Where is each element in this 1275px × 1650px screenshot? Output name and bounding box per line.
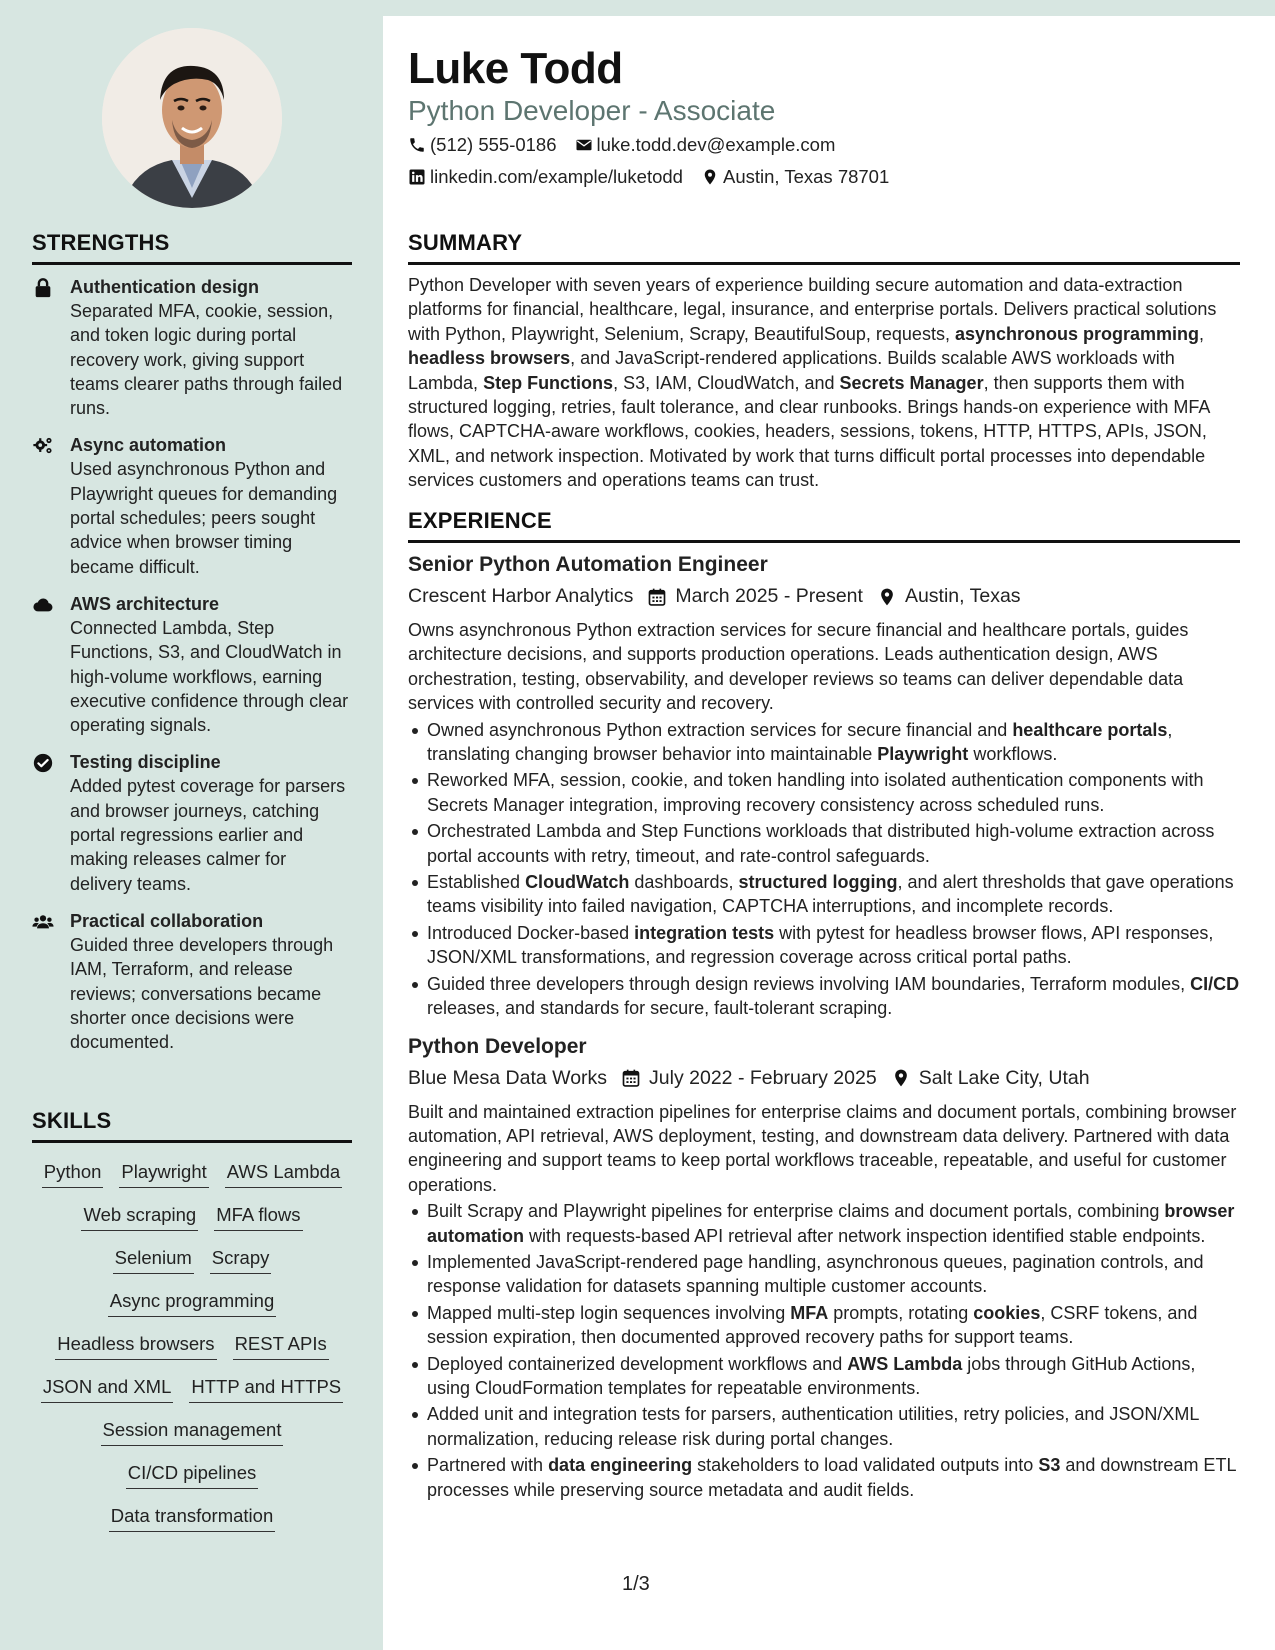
strength-title: Async automation <box>70 435 227 456</box>
linkedin-item[interactable] <box>408 166 683 188</box>
profile-photo <box>102 28 282 208</box>
portrait-image <box>102 28 282 208</box>
skills-row <box>32 1411 352 1454</box>
summary-text: Python Developer with seven years of experience building secure automation and data-extraction platforms for financial, healthcare, legal, insurance, and enterprise portals. Delivers practical solutions with Python, Playwright, Selenium, Scrapy, BeautifulSoup, requests, asynchronous programming, headless browsers, and JavaScript-rendered applications. Builds scalable AWS workloads with Lambda, Step Functions, S3, IAM, CloudWatch, and Secrets Manager, then supports them with structured logging, retries, fault tolerance, and clear runbooks. Brings hands-on experience with MFA flows, CAPTCHA-aware workflows, cookies, headers, sessions, tokens, HTTP, HTTPS, APIs, JSON, XML, and network inspection. Motivated by work that turns difficult portal processes into dependable services customers and operations teams can trust. <box>408 275 1217 491</box>
job-entry <box>408 553 1240 1021</box>
job-title: Senior Python Automation Engineer <box>408 553 768 576</box>
skill-tag: AWS Lambda <box>225 1160 342 1188</box>
skill-tag: Python <box>42 1160 104 1188</box>
bullet-item: Reworked MFA, session, cookie, and token handling into isolated authentication components with Secrets Manager integration, improving recovery consistency across scheduled runs. <box>408 768 1240 817</box>
job-description: Owns asynchronous Python extraction services for secure financial and healthcare portals, guides architecture decisions, and supports production operations. Leads authentication design, AWS orchestration, testing, observability, and developer reviews so teams can deliver dependable data services with controlled security and recovery. <box>408 620 1189 714</box>
calendar-icon <box>647 587 675 607</box>
strength-item <box>32 592 352 737</box>
experience-section <box>408 508 1240 1504</box>
phone-icon <box>408 136 426 154</box>
strengths-list <box>32 275 352 1054</box>
strength-title: AWS architecture <box>70 593 220 614</box>
bullet-item: Deployed containerized development workflows and AWS Lambda jobs through GitHub Actions, using CloudFormation templates for repeatable environments. <box>408 1352 1240 1401</box>
job-company: Crescent Harbor Analytics <box>408 585 634 607</box>
skill-tag: Data transformation <box>109 1504 275 1532</box>
skills-heading: SKILLS <box>32 1108 352 1143</box>
skills-row <box>32 1196 352 1239</box>
experience-heading: EXPERIENCE <box>408 508 1240 543</box>
lock-icon <box>32 275 70 420</box>
sidebar <box>0 0 383 1650</box>
bullet-item: Guided three developers through design reviews involving IAM boundaries, Terraform modules, CI/CD releases, and standards for secure, fault-tolerant scraping. <box>408 972 1240 1021</box>
job-description: Built and maintained extraction pipelines for enterprise claims and document portals, combining browser automation, API retrieval, AWS deployment, testing, and downstream data delivery. Partnered with data engineering and support teams to keep portal workflows traceable, repeatable, and useful for customer operations. <box>408 1101 1237 1195</box>
mail-icon <box>575 136 593 154</box>
strength-text: Connected Lambda, Step Functions, S3, and CloudWatch in high-volume workflows, earning executive confidence through clear operating signals. <box>70 617 349 736</box>
gears-icon <box>32 433 70 578</box>
skill-tag: REST APIs <box>233 1332 329 1360</box>
summary-heading: SUMMARY <box>408 230 1240 265</box>
skill-tag: Headless browsers <box>55 1332 216 1360</box>
users-icon <box>32 909 70 1054</box>
map-pin-icon <box>877 587 905 607</box>
strength-title: Authentication design <box>70 277 259 297</box>
strength-body <box>70 433 352 578</box>
skill-tag: Selenium <box>113 1246 194 1274</box>
skills-row <box>32 1497 352 1540</box>
skills-list <box>32 1153 352 1540</box>
strength-item <box>32 433 352 578</box>
strength-body <box>70 750 352 895</box>
cloud-icon <box>32 592 70 737</box>
skills-row <box>32 1153 352 1196</box>
skills-row <box>32 1454 352 1497</box>
contact-row-2 <box>408 166 907 188</box>
strength-item <box>32 750 352 895</box>
map-pin-icon <box>701 168 719 186</box>
page-number: 1/3 <box>622 1573 650 1595</box>
skill-tag: JSON and XML <box>41 1375 174 1403</box>
skill-tag: Async programming <box>108 1289 277 1317</box>
job-location <box>877 585 1021 608</box>
strength-title: Practical collaboration <box>70 910 264 931</box>
bullet-item: Introduced Docker-based integration tests with pytest for headless browser flows, API responses, JSON/XML transformations, and regression coverage across critical portal paths. <box>408 921 1240 970</box>
jobs-list <box>408 553 1240 1502</box>
job-bullets <box>408 718 1240 1021</box>
bullet-item: Established CloudWatch dashboards, structured logging, and alert thresholds that gave operations teams visibility into failed navigation, CAPTCHA interruptions, and incomplete records. <box>408 870 1240 919</box>
strengths-heading: STRENGTHS <box>32 230 352 265</box>
job-dates-text: July 2022 - February 2025 <box>649 1066 877 1089</box>
map-pin-icon <box>891 1068 919 1088</box>
bullet-item: Added unit and integration tests for parsers, authentication utilities, retry policies, and JSON/XML normalization, reducing release risk during portal changes. <box>408 1402 1240 1451</box>
strength-item <box>32 909 352 1054</box>
job-location-text: Austin, Texas <box>904 585 1021 607</box>
location-text: Austin, Texas 78701 <box>722 166 890 187</box>
job-location-text: Salt Lake City, Utah <box>918 1066 1090 1089</box>
bullet-item: Orchestrated Lambda and Step Functions workloads that distributed high-volume extraction across portal accounts with retry, timeout, and rate-control safeguards. <box>408 819 1240 868</box>
bullet-item: Partnered with data engineering stakeholders to load validated outputs into S3 and downstream ETL processes while preserving source metadata and audit fields. <box>408 1453 1240 1502</box>
strength-text: Separated MFA, cookie, session, and token logic during portal recovery work, giving support teams clearer paths through failed runs. <box>70 301 343 419</box>
skills-row <box>32 1325 352 1368</box>
skill-tag: Scrapy <box>210 1246 272 1274</box>
skills-row <box>32 1282 352 1325</box>
strength-body <box>70 275 352 420</box>
job-location <box>891 1067 1090 1090</box>
strength-text: Added pytest coverage for parsers and browser journeys, catching portal regressions earlier and making releases calmer for delivery teams. <box>70 776 346 894</box>
candidate-role: Python Developer - Associate <box>408 95 776 126</box>
skill-tag: HTTP and HTTPS <box>189 1375 343 1403</box>
strength-text: Guided three developers through IAM, Terraform, and release reviews; conversations became shorter once decisions were documented. <box>70 934 334 1053</box>
contact-row-1 <box>408 134 853 156</box>
check-circle-icon <box>32 750 70 895</box>
phone-text: (512) 555-0186 <box>430 134 557 155</box>
bullet-item: Built Scrapy and Playwright pipelines for enterprise claims and document portals, combining browser automation with requests-based API retrieval after network inspection identified stable endpoints. <box>408 1199 1240 1248</box>
job-dates-text: March 2025 - Present <box>675 585 863 607</box>
calendar-icon <box>621 1068 649 1088</box>
job-entry <box>408 1035 1240 1503</box>
phone-item[interactable] <box>408 134 557 156</box>
strengths-section <box>32 230 352 1054</box>
skills-row <box>32 1368 352 1411</box>
job-title: Python Developer <box>408 1034 587 1058</box>
job-meta <box>408 585 1240 608</box>
skills-row <box>32 1239 352 1282</box>
email-item[interactable] <box>575 134 836 156</box>
summary-section <box>408 230 1240 493</box>
job-dates <box>647 585 863 608</box>
strength-text: Used asynchronous Python and Playwright queues for demanding portal schedules; peers sought advice when browser timing became difficult. <box>70 459 338 577</box>
linkedin-text: linkedin.com/example/luketodd <box>430 166 683 187</box>
job-dates <box>621 1067 877 1090</box>
skill-tag: CI/CD pipelines <box>126 1461 259 1489</box>
strength-body <box>70 909 352 1054</box>
job-meta <box>408 1067 1240 1090</box>
skills-section <box>32 1108 352 1540</box>
strength-body <box>70 592 352 737</box>
skill-tag: MFA flows <box>214 1203 302 1231</box>
strength-title: Testing discipline <box>70 752 221 773</box>
skill-tag: Playwright <box>119 1160 208 1188</box>
skill-tag: Web scraping <box>81 1203 198 1231</box>
candidate-name: Luke Todd <box>408 44 623 93</box>
job-company: Blue Mesa Data Works <box>408 1066 608 1089</box>
bullet-item: Mapped multi-step login sequences involving MFA prompts, rotating cookies, CSRF tokens, and session expiration, then documented approved recovery paths for support teams. <box>408 1301 1240 1350</box>
linkedin-icon <box>408 168 426 186</box>
location-item <box>701 166 889 188</box>
bullet-item: Implemented JavaScript-rendered page handling, asynchronous queues, pagination controls, and response validation for datasets spanning multiple customer accounts. <box>408 1250 1240 1299</box>
job-bullets <box>408 1199 1240 1502</box>
email-text: luke.todd.dev@example.com <box>596 134 836 155</box>
strength-item <box>32 275 352 420</box>
skill-tag: Session management <box>101 1418 284 1446</box>
bullet-item: Owned asynchronous Python extraction services for secure financial and healthcare portals, translating changing browser behavior into maintainable Playwright workflows. <box>408 718 1240 767</box>
